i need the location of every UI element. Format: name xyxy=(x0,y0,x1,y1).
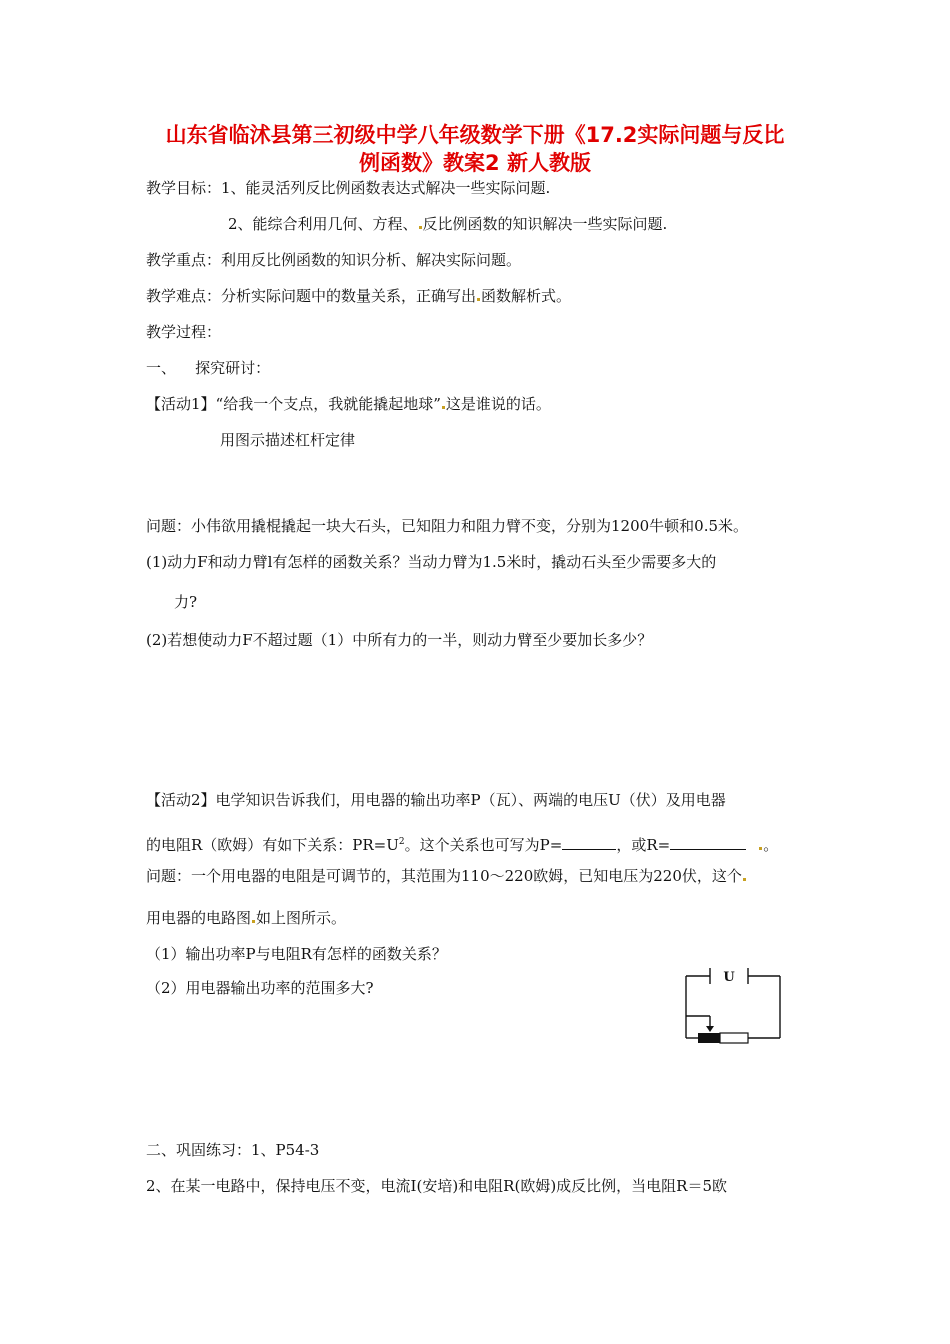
teaching-process: 教学过程： xyxy=(146,323,222,341)
activity-1-problem: 问题：小伟欲用撬棍撬起一块大石头，已知阻力和阻力臂不变，分别为1200牛顿和0.5米。 xyxy=(146,517,749,535)
formula-text-c: ，或R= xyxy=(616,836,671,854)
voltage-label: U xyxy=(723,970,735,985)
activity-2-problem xyxy=(146,866,747,886)
activity-1-heading xyxy=(146,394,551,414)
edit-mark xyxy=(252,920,255,923)
activity-2-problem-cont-b: 如上图所示。 xyxy=(256,909,347,927)
difficulty-part-a: 教学难点：分析实际问题中的数量关系，正确写出 xyxy=(146,287,477,305)
formula-text-b: 。这个关系也可写为P= xyxy=(404,836,563,854)
activity-2-question-2: （2）用电器输出功率的范围多大? xyxy=(146,979,374,997)
key-point: 教学重点：利用反比例函数的知识分析、解决实际问题。 xyxy=(146,251,522,269)
difficulty xyxy=(146,286,571,306)
section-2-heading: 二、巩固练习：1、P54-3 xyxy=(146,1141,320,1159)
slider-arrow-head xyxy=(706,1026,714,1032)
activity-1-subtitle: 用图示描述杠杆定律 xyxy=(220,431,356,449)
activity-1-question-1: (1)动力F和动力臂l有怎样的函数关系？当动力臂为1.5米时，撬动石头至少需要多大的 xyxy=(146,553,717,571)
document-title-line-1: 山东省临沭县第三初级中学八年级数学下册《17.2实际问题与反比 xyxy=(165,123,785,147)
teaching-goal-1: 教学目标：1、能灵活列反比例函数表达式解决一些实际问题. xyxy=(146,179,551,197)
activity-2-formula-line xyxy=(146,832,778,855)
edit-mark xyxy=(743,878,746,881)
activity-1-question-2: (2)若想使动力F不超过题（1）中所有力的一半，则动力臂至少要加长多少？ xyxy=(146,631,653,649)
blank-p xyxy=(562,835,616,850)
document-title-line-2: 例函数》教案2 新人教版 xyxy=(359,151,591,175)
activity-2-heading: 【活动2】电学知识告诉我们，用电器的输出功率P（瓦）、两端的电压U（伏）及用电器 xyxy=(146,791,726,809)
activity-2-problem-cont xyxy=(146,908,346,928)
teaching-goal-2-part-b: 反比例函数的知识解决一些实际问题. xyxy=(422,215,668,233)
activity-2-problem-cont-a: 用电器的电路图 xyxy=(146,909,252,927)
edit-mark xyxy=(477,298,480,301)
edit-mark xyxy=(442,406,445,409)
circuit-diagram xyxy=(680,960,790,1048)
activity-2-problem-text: 问题：一个用电器的电阻是可调节的，其范围为110～220欧姆，已知电压为220伏，这个 xyxy=(146,867,742,885)
formula-text-d: 。 xyxy=(763,836,779,854)
exercise-2: 2、在某一电路中，保持电压不变，电流I(安培)和电阻R(欧姆)成反比例，当电阻R＝5欧 xyxy=(146,1177,728,1195)
activity-2-question-1: （1）输出功率P与电阻R有怎样的函数关系？ xyxy=(146,945,447,963)
activity-1-question: 这是谁说的话。 xyxy=(445,395,551,413)
teaching-goal-2 xyxy=(228,214,667,234)
edit-mark xyxy=(419,226,422,229)
formula-superscript: 2 xyxy=(398,837,405,847)
blank-r xyxy=(670,835,746,850)
activity-1-quote: 【活动1】“给我一个支点，我就能撬起地球” xyxy=(146,395,441,413)
teaching-goal-2-part-a: 2、能综合利用几何、方程、 xyxy=(228,215,418,233)
section-1-heading: 一、 探究研讨： xyxy=(146,359,271,377)
resistor-dark-part xyxy=(698,1033,720,1043)
difficulty-part-b: 函数解析式。 xyxy=(481,287,572,305)
formula-text-a: 的电阻R（欧姆）有如下关系：PR=U xyxy=(146,836,399,854)
activity-1-question-1-cont: 力? xyxy=(174,593,198,611)
edit-mark xyxy=(759,847,762,850)
resistor-light-part xyxy=(720,1033,748,1043)
